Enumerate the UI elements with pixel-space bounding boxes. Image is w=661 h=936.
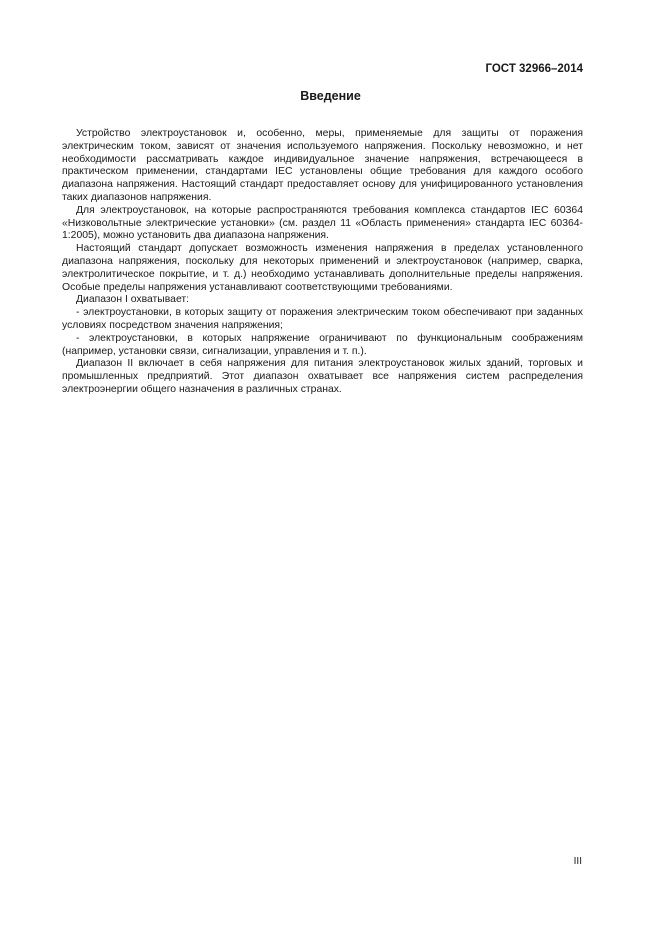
body-text [62,128,583,397]
page-number: III [573,856,582,867]
paragraph-voltage-variation: Настоящий стандарт допускает возможность изменения напряжения в пределах установленного диапазона напряжения, поскольку для некоторых применений и электроустановок (например, сварка, электролитическое покрытие, и т. д.) необходимо устанавливать дополнительные пределы напряжения. Особые пределы напряжения устанавливают соответствующими требованиями. [62,243,583,293]
list-item-range-i-functional: - электроустановки, в которых напряжение ограничивают по функциональным соображениям (например, установки связи, сигнализации, управления и т. п.). [62,332,583,357]
paragraph-range-ii: Диапазон II включает в себя напряжения для питания электроустановок жилых зданий, торговых и промышленных предприятий. Этот диапазон охватывает все напряжения систем распределения электроэнергии общего назначения в различных странах. [62,358,583,395]
list-item-range-i-protection: - электроустановки, в которых защиту от поражения электрическим током обеспечивают при заданных условиях посредством значения напряжения; [62,307,583,331]
paragraph-iec60364: Для электроустановок, на которые распространяются требования комплекса стандартов IEC 60364 «Низковольтные электрические установки» (см. раздел 11 «Область применения» стандарта IEC 60364-1:2005), можно установить два диапазона напряжения. [62,204,583,242]
section-title: Введение [300,89,361,103]
paragraph-range-i-heading: Диапазон I охватывает: [76,294,190,306]
document-code: ГОСТ 32966–2014 [485,63,583,75]
paragraph-intro: Устройство электроустановок и, особенно, меры, применяемые для защиты от поражения электрическим током, зависят от значения используемого напряжения. Поскольку невозможно, и нет необходимости рассматривать каждое индивидуальное значение напряжения, встречающееся в практическом применении, стандартами IEC установлены общие требования для каждого особого диапазона напряжения. Настоящий стандарт предоставляет основу для унифицированного установления таких диапазонов напряжения. [62,128,583,203]
